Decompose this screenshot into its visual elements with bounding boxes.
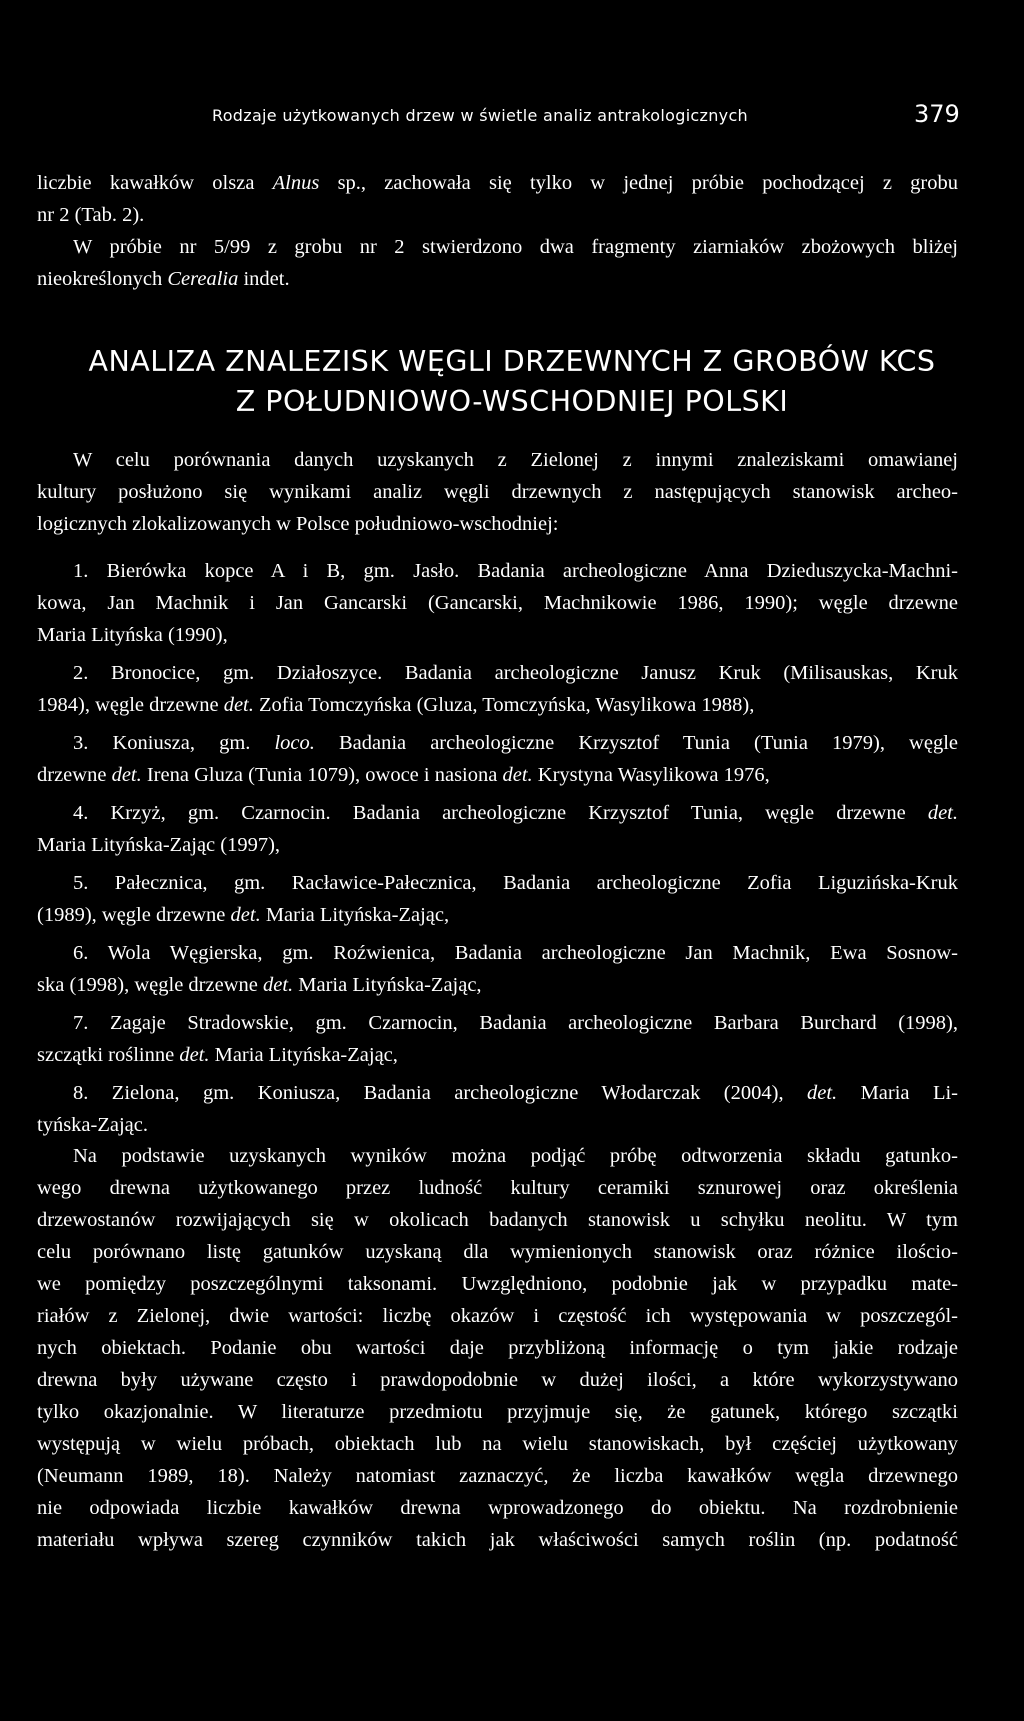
text-line: W próbie nr 5/99 z grobu nr 2 stwierdzono dwa fragmenty ziarniaków zbożowych bliżej <box>73 236 958 258</box>
text-line: Maria Lityńska (1990), <box>37 624 228 646</box>
section-heading-line-1: ANALIZA ZNALEZISK WĘGLI DRZEWNYCH Z GROBÓW KCS <box>88 345 936 378</box>
text-line: nieokreślonych Cerealia indet. <box>37 268 290 290</box>
discussion-paragraph <box>37 1140 958 1556</box>
text-line: riałów z Zielonej, dwie wartości: liczbę okazów i częstość ich występowania w poszczegól- <box>37 1305 958 1327</box>
text-line: tylko okazjonalnie. W literaturze przedmiotu przyjmuje się, że gatunek, którego szczątki <box>37 1401 958 1423</box>
text-line: Maria Lityńska-Zając (1997), <box>37 834 281 856</box>
running-head <box>0 100 1024 134</box>
text-line: ska (1998), węgle drzewne det. Maria Lityńska-Zając, <box>37 974 482 996</box>
site-list-item <box>37 797 958 861</box>
text-line: W celu porównania danych uzyskanych z Zielonej z innymi znaleziskami omawianej <box>73 449 958 471</box>
site-list-item <box>37 727 958 791</box>
text-line: we pomiędzy poszczególnymi taksonami. Uwzględniono, podobnie jak w przypadku mate- <box>37 1273 958 1295</box>
text-line: drzewne det. Irena Gluza (Tunia 1079), owoce i nasiona det. Krystyna Wasylikowa 1976, <box>37 764 770 786</box>
text-line: logicznych zlokalizowanych w Polsce południowo-wschodniej: <box>37 513 559 535</box>
text-line: materiału wpływa szereg czynników takich jak właściwości samych roślin (np. podatność <box>37 1529 958 1551</box>
text-line: celu porównano listę gatunków uzyskaną dla wymienionych stanowisk oraz różnice ilościo- <box>37 1241 958 1263</box>
section-heading <box>0 342 1024 422</box>
text-line: nie odpowiada liczbie kawałków drewna wprowadzonego do obiektu. Na rozdrobnienie <box>37 1497 958 1519</box>
text-line: drewna były używane często i prawdopodobnie w dużej ilości, a które wykorzystywano <box>37 1369 958 1391</box>
intro-paragraph <box>37 167 958 295</box>
site-list-item <box>37 937 958 1001</box>
sites-list <box>37 555 958 1141</box>
text-line: (1989), węgle drzewne det. Maria Lityńska-Zając, <box>37 904 450 926</box>
text-line: występują w wielu próbach, obiektach lub na wielu stanowiskach, był częściej użytkowany <box>37 1433 958 1455</box>
text-line: (Neumann 1989, 18). Należy natomiast zaznaczyć, że liczba kawałków węgla drzewnego <box>37 1465 958 1487</box>
text-line: 1. Bierówka kopce A i B, gm. Jasło. Badania archeologiczne Anna Dzieduszycka-Machni- <box>73 560 958 582</box>
text-line: liczbie kawałków olsza Alnus sp., zachowała się tylko w jednej próbie pochodzącej z grobu <box>37 172 959 194</box>
page-number: 379 <box>914 100 960 128</box>
site-list-item <box>37 1007 958 1071</box>
text-line: 8. Zielona, gm. Koniusza, Badania archeologiczne Włodarczak (2004), det. Maria Li- <box>73 1082 958 1104</box>
site-list-item <box>37 1077 958 1141</box>
text-line: kowa, Jan Machnik i Jan Gancarski (Gancarski, Machnikowie 1986, 1990); węgle drzewne <box>37 592 958 614</box>
text-line: nych obiektach. Podanie obu wartości daje przybliżoną informację o tym jakie rodzaje <box>37 1337 958 1359</box>
text-line: Na podstawie uzyskanych wyników można podjąć próbę odtworzenia składu gatunko- <box>73 1145 958 1167</box>
text-line: szczątki roślinne det. Maria Lityńska-Zając, <box>37 1044 398 1066</box>
text-line: 2. Bronocice, gm. Działoszyce. Badania archeologiczne Janusz Kruk (Milisauskas, Kruk <box>73 662 958 684</box>
running-title: Rodzaje użytkowanych drzew w świetle analiz antrakologicznych <box>212 106 748 125</box>
section-heading-line-2: Z POŁUDNIOWO-WSCHODNIEJ POLSKI <box>235 385 789 418</box>
text-line: 1984), węgle drzewne det. Zofia Tomczyńska (Gluza, Tomczyńska, Wasylikowa 1988), <box>37 694 755 716</box>
text-line: wego drewna użytkowanego przez ludność kultury ceramiki sznurowej oraz określenia <box>37 1177 958 1199</box>
text-line: 4. Krzyż, gm. Czarnocin. Badania archeologiczne Krzysztof Tunia, węgle drzewne det. <box>73 802 958 824</box>
text-line: 7. Zagaje Stradowskie, gm. Czarnocin, Badania archeologiczne Barbara Burchard (1998), <box>73 1012 958 1034</box>
text-line: 3. Koniusza, gm. loco. Badania archeologiczne Krzysztof Tunia (Tunia 1979), węgle <box>73 732 958 754</box>
text-line: 6. Wola Węgierska, gm. Roźwienica, Badania archeologiczne Jan Machnik, Ewa Sosnow- <box>73 942 958 964</box>
site-list-item <box>37 657 958 721</box>
intro-to-sites-paragraph <box>37 444 958 540</box>
text-line: 5. Pałecznica, gm. Racławice-Pałecznica, Badania archeologiczne Zofia Liguzińska-Kruk <box>73 872 958 894</box>
text-line: tyńska-Zając. <box>37 1114 148 1136</box>
site-list-item <box>37 555 958 651</box>
text-line: nr 2 (Tab. 2). <box>37 204 145 226</box>
text-line: drzewostanów rozwijających się w okolicach badanych stanowisk u schyłku neolitu. W tym <box>37 1209 958 1231</box>
text-line: kultury posłużono się wynikami analiz węgli drzewnych z następujących stanowisk archeo- <box>37 481 958 503</box>
site-list-item <box>37 867 958 931</box>
